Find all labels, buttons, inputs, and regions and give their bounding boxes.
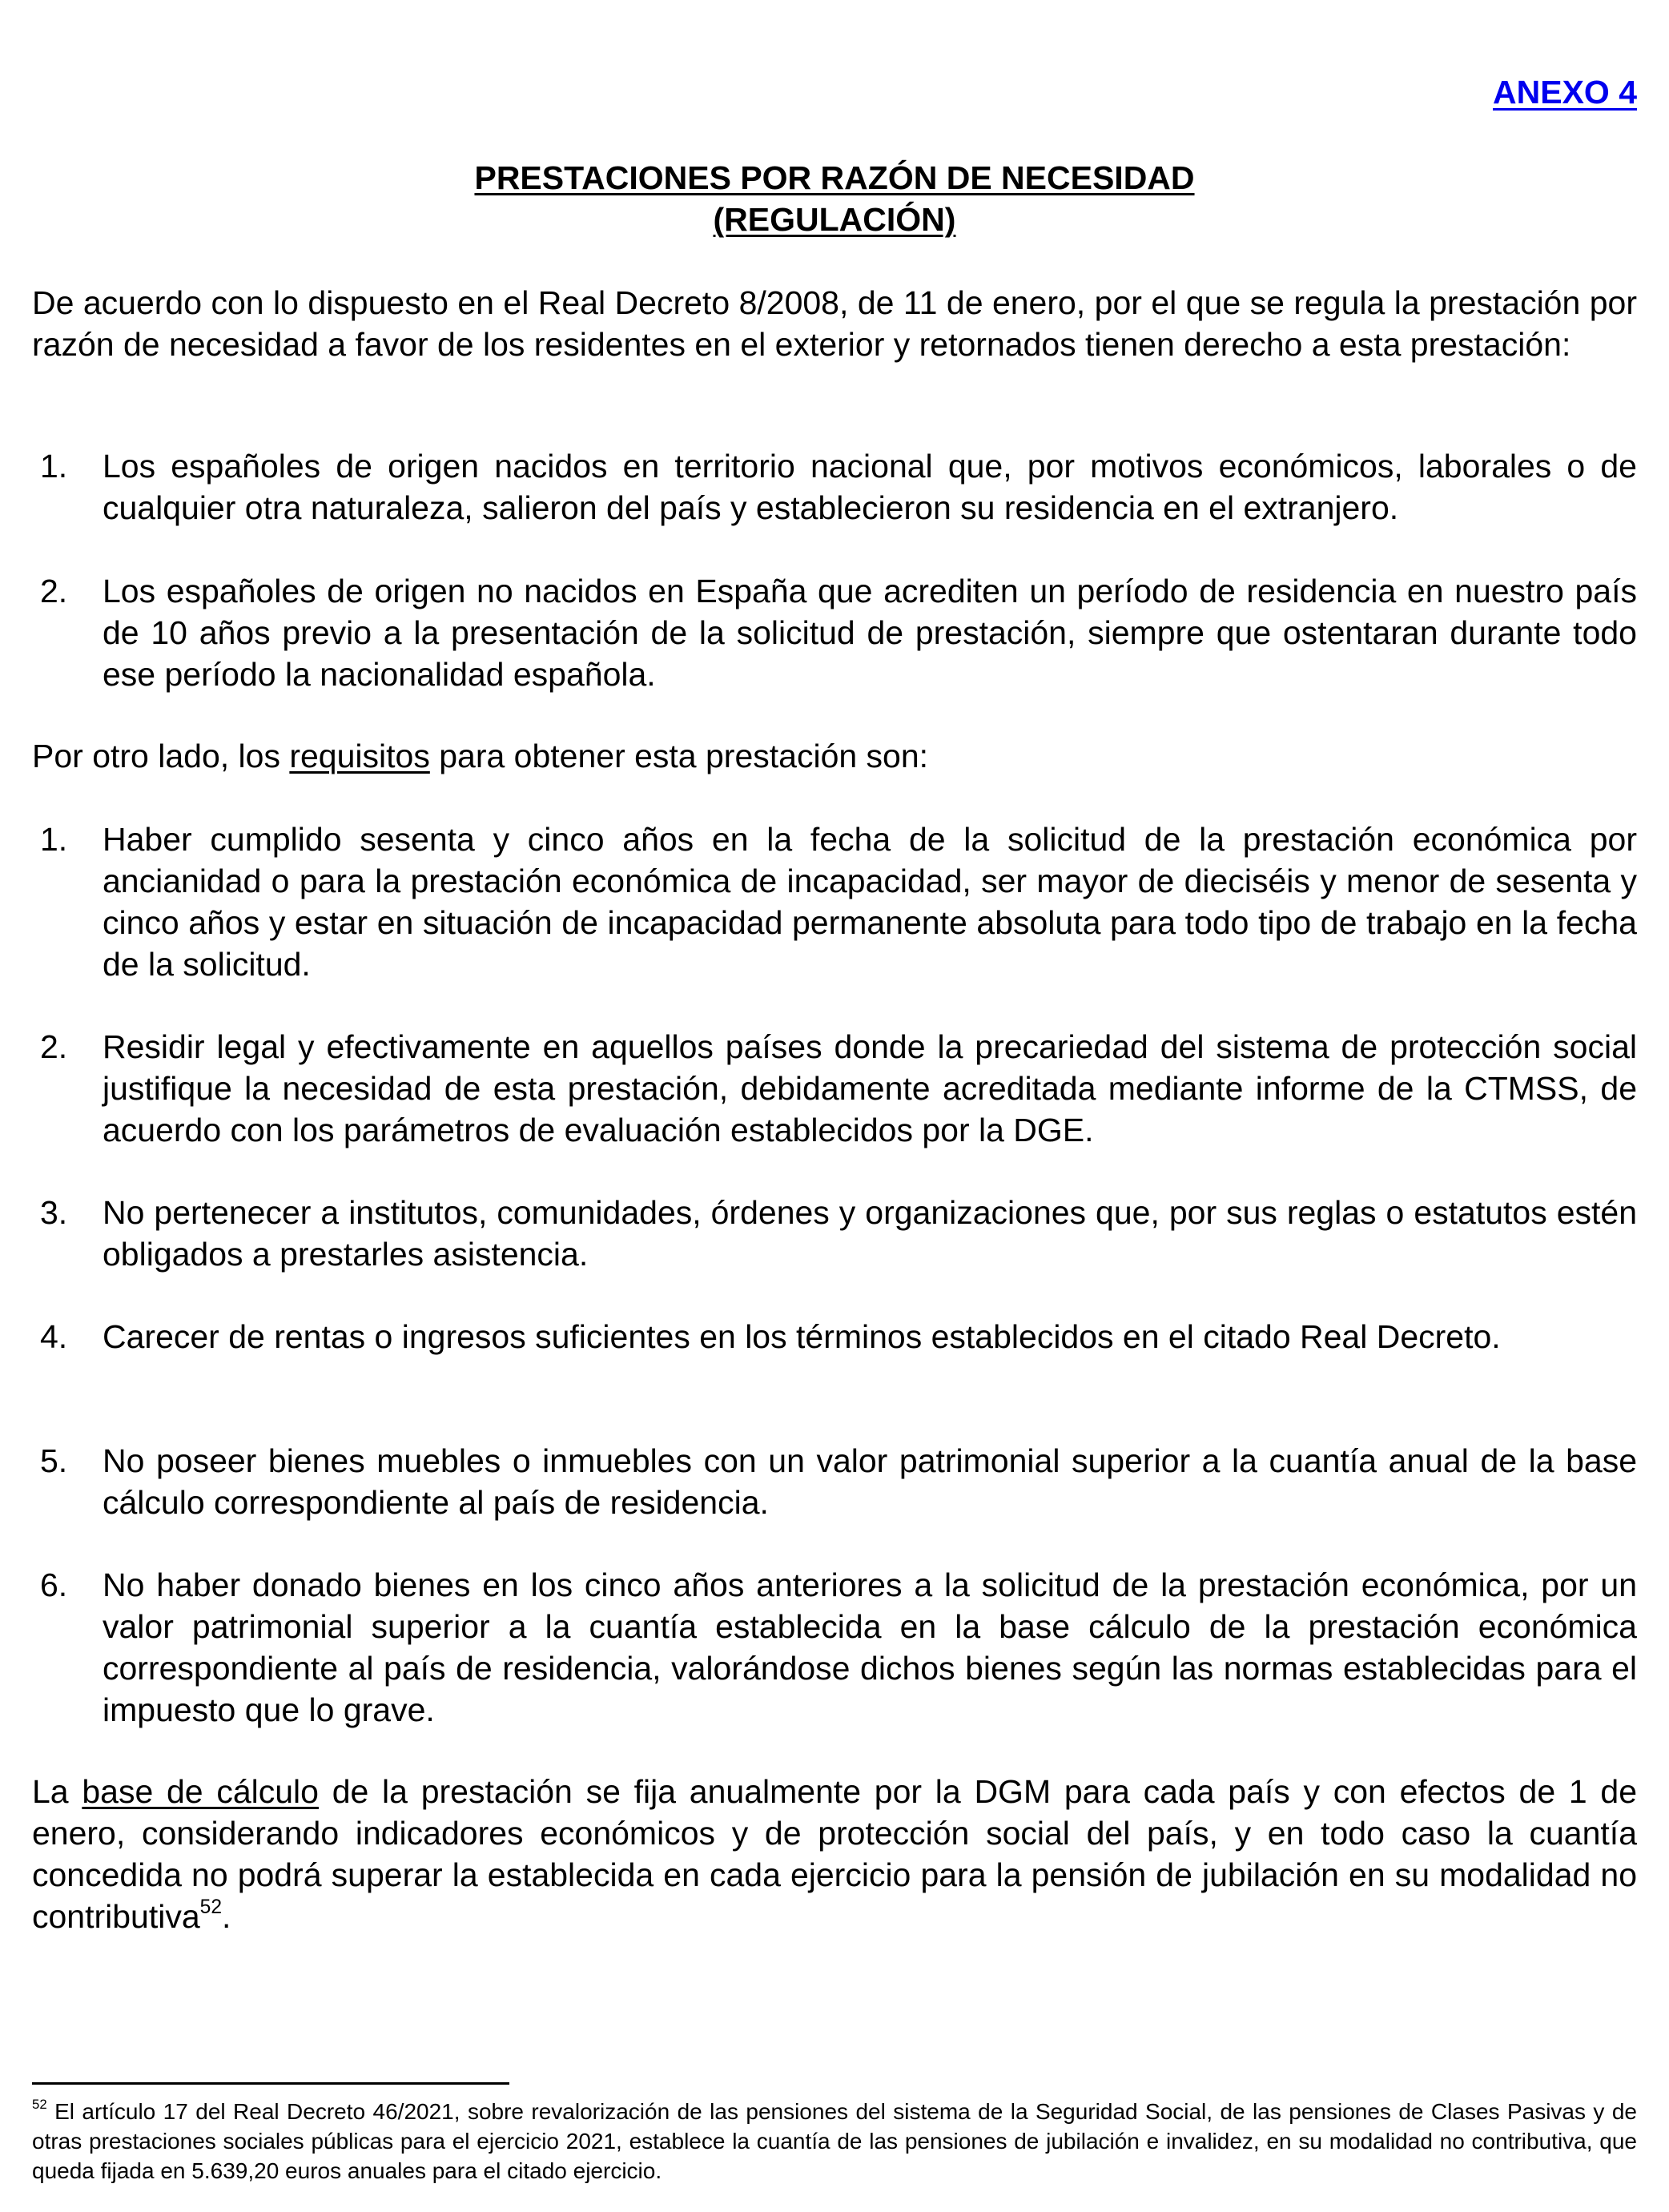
page-title — [32, 157, 1637, 240]
title-line-2: (REGULACIÓN) — [713, 201, 956, 238]
requirements-link: requisitos — [289, 738, 430, 774]
list-item-number: 4. — [40, 1318, 68, 1355]
requirements-intro — [32, 735, 1637, 777]
footnote — [32, 2097, 1637, 2186]
list-item-text: No pertenecer a institutos, comunidades, órdenes y organizaciones que, por sus reglas o estatutos estén obligados a prestarles asistencia. — [103, 1194, 1637, 1273]
footnote-text: El artículo 17 del Real Decreto 46/2021, sobre revalorización de las pensiones del sistema de la Seguridad Social, de las pensiones de Clases Pasivas y de otras prestaciones sociales públicas para el ejercicio 2021, establece la cuantía de las pensiones de jubilación e invalidez, en su modalidad no contributiva, que queda fijada en 5.639,20 euros anuales para el citado ejercicio. — [32, 2099, 1637, 2183]
annex-label[interactable]: ANEXO 4 — [1493, 74, 1637, 111]
list-item-number: 2. — [40, 573, 68, 609]
closing-end: . — [222, 1898, 231, 1935]
list-item-text: No poseer bienes muebles o inmuebles con un valor patrimonial superior a la cuantía anual de la base cálculo correspondiente al país de residencia. — [103, 1442, 1637, 1521]
requirements-intro-after: para obtener esta prestación son: — [429, 738, 929, 774]
base-calculo-link: base de cálculo — [82, 1773, 319, 1810]
list-item-text: Carecer de rentas o ingresos suficientes en los términos establecidos en el citado Real Decreto. — [103, 1318, 1501, 1355]
list-item — [32, 1192, 1637, 1275]
title-line-1: PRESTACIONES POR RAZÓN DE NECESIDAD — [474, 159, 1195, 196]
list-item-number: 6. — [40, 1566, 68, 1603]
list-item-text: Haber cumplido sesenta y cinco años en la fecha de la solicitud de la prestación económica por ancianidad o para la prestación económica de incapacidad, ser mayor de dieciséis y menor de sesenta y cinco años y estar en situación de incapacidad permanente absoluta para todo tipo de trabajo en la fecha de la solicitud. — [103, 821, 1637, 983]
intro-paragraph: De acuerdo con lo dispuesto en el Real Decreto 8/2008, de 11 de enero, por el que se regula la prestación por razón de necesidad a favor de los residentes en el exterior y retornados tienen derecho a esta prestación: — [32, 284, 1637, 363]
closing-after: de la prestación se fija anualmente por la DGM para cada país y con efectos de 1 de enero, considerando indicadores económicos y de protección social del país, y en todo caso la cuantía concedida no podrá superar la establecida en cada ejercicio para la pensión de jubilación en su modalidad no contributiva — [32, 1773, 1638, 1935]
list-item-number: 5. — [40, 1442, 68, 1479]
list-item — [32, 1440, 1637, 1523]
list-item — [32, 1026, 1637, 1151]
list-item — [32, 570, 1637, 695]
list-item-number: 2. — [40, 1028, 68, 1065]
list-item-number: 3. — [40, 1194, 68, 1231]
footnote-reference[interactable]: 52 — [199, 1896, 223, 1918]
closing-before: La — [32, 1773, 82, 1810]
list-item — [32, 445, 1637, 529]
requirements-intro-before: Por otro lado, los — [32, 738, 290, 774]
list-item-number: 1. — [40, 821, 68, 858]
list-item-number: 1. — [40, 448, 68, 485]
list-item-text: Los españoles de origen no nacidos en España que acrediten un período de residencia en nuestro país de 10 años previo a la presentación de la solicitud de prestación, siempre que ostentaran durante todo ese período la nacionalidad española. — [103, 573, 1637, 693]
closing-paragraph — [32, 1771, 1637, 1937]
footnote-number: 52 — [32, 2097, 47, 2113]
list-item-text: Los españoles de origen nacidos en territorio nacional que, por motivos económicos, laborales o de cualquier otra naturaleza, salieron del país y establecieron su residencia en el extranjero. — [103, 448, 1637, 526]
list-item-text: Residir legal y efectivamente en aquellos países donde la precariedad del sistema de protección social justifique la necesidad de esta prestación, debidamente acreditada mediante informe de la CTMSS, de acuerdo con los parámetros de evaluación establecidos por la DGE. — [103, 1028, 1637, 1148]
footnote-divider — [32, 2082, 509, 2085]
list-item — [32, 1316, 1637, 1357]
list-item — [32, 818, 1637, 985]
list-item — [32, 1564, 1637, 1731]
list-item-text: No haber donado bienes en los cinco años anteriores a la solicitud de la prestación económica, por un valor patrimonial superior a la cuantía establecida en la base cálculo de la prestación económica correspondiente al país de residencia, valorándose dichos bienes según las normas establecidas para el impuesto que lo grave. — [103, 1566, 1637, 1728]
